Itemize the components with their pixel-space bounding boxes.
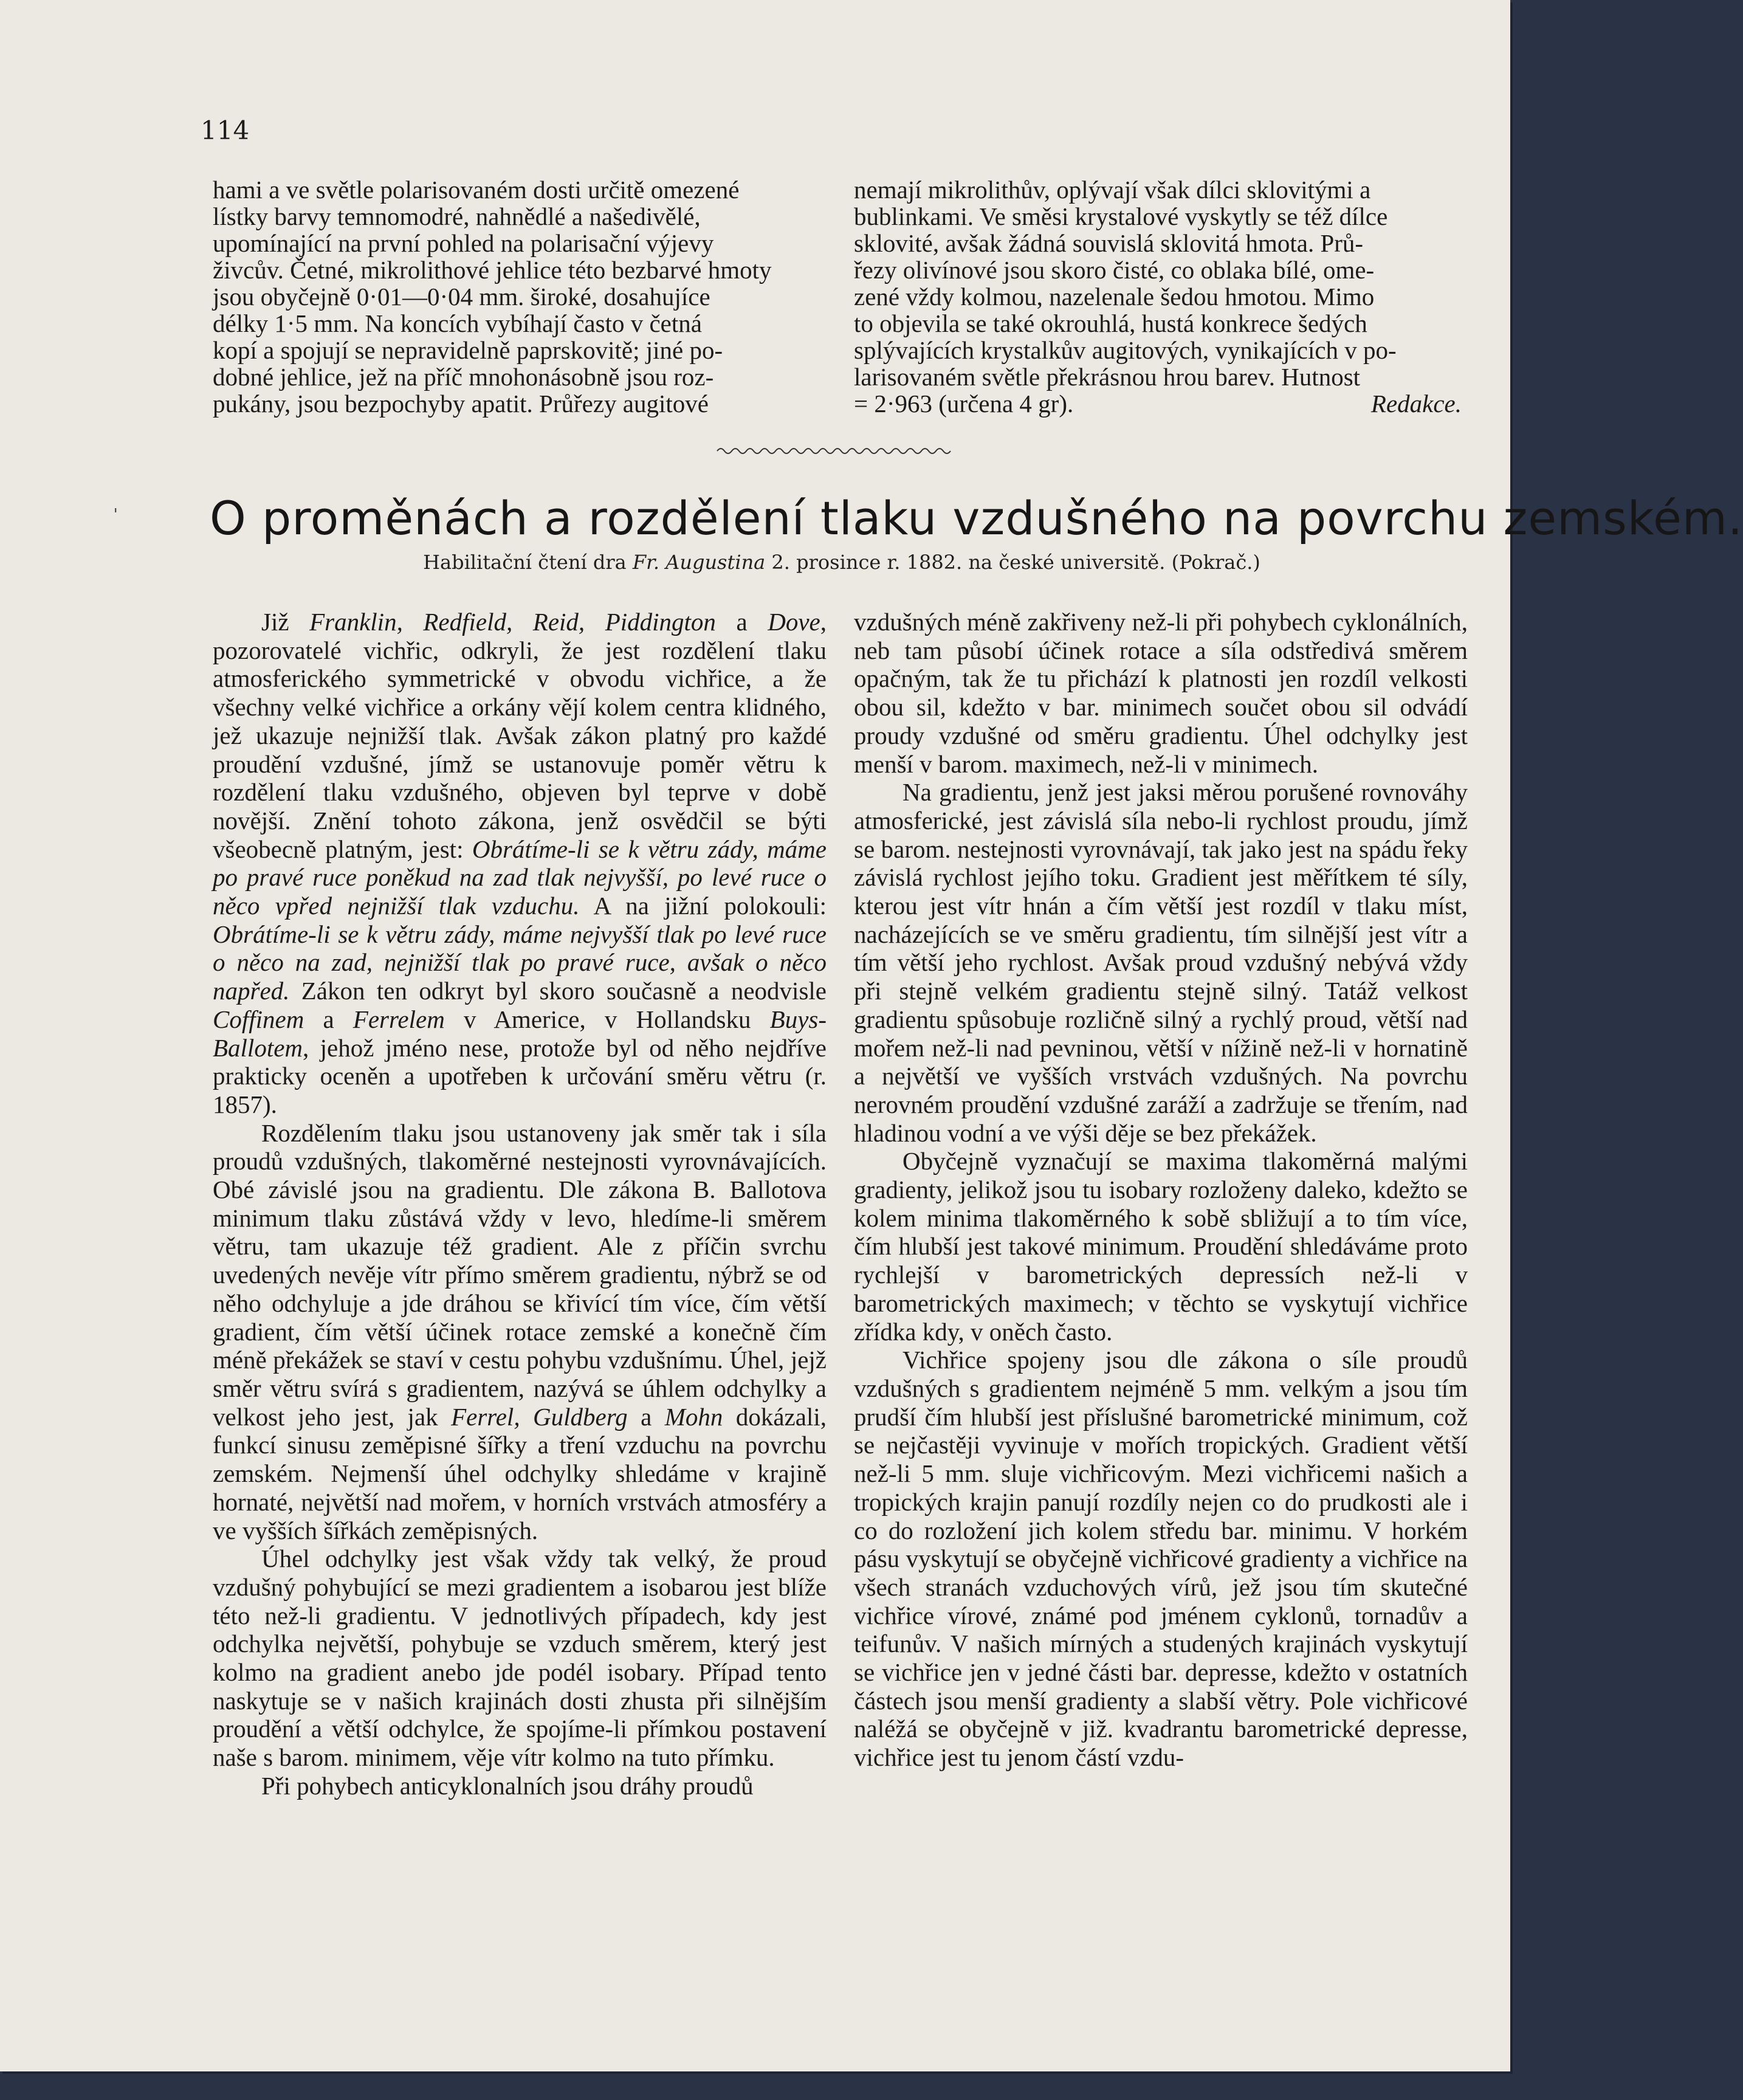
text-line: dobné jehlice, jež na příč mnohonásobně jsou roz-: [213, 363, 714, 391]
top-right-column: [854, 176, 1462, 417]
text-line: splývajících krystalkův augitových, vynikajících v po-: [854, 336, 1397, 364]
name-italic: Ferrelem: [352, 1005, 445, 1033]
text-line: upomínající na první pohled na polarisační výjevy: [213, 229, 714, 257]
margin-mark: ˈ: [113, 506, 119, 527]
text-line: délky 1·5 mm. Na koncích vybíhají často v četná: [213, 309, 702, 337]
law-south-italic: Obrátíme-li se k větru zády, máme nejvyšší tlak po levé ruce o něco na zad, nejnižší tlak po pravé ruce, avšak o něco napřed.: [213, 920, 827, 1005]
text-line: lístky barvy temnomodré, nahnědlé a našedivělé,: [213, 202, 701, 230]
text-line: jsou obyčejně 0·01—0·04 mm. široké, dosahujíce: [213, 283, 710, 311]
text-line: larisovaném světle překrásnou hrou barev. Hutnost: [854, 363, 1361, 391]
text-line: to objevila se také okrouhlá, hustá konkrece šedých: [854, 309, 1367, 337]
subtitle-suffix: 2. prosince r. 1882. na české universitě. (Pokrač.): [771, 551, 1260, 574]
text-line: živcův. Četné, mikrolithové jehlice této bezbarvé hmoty: [213, 256, 772, 284]
name-italic: Dove: [768, 608, 820, 636]
text-line: pukány, jsou bezpochyby apatit. Průřezy augitové: [213, 390, 709, 418]
law-north-italic: Obrátíme-li se k větru zády, máme po pravé ruce poněkud na zad tlak nejvyšší, po levé ruce o něco vpřed nejnižší tlak vzduchu.: [213, 835, 827, 920]
text-line: sklovité, avšak žádná souvislá sklovitá hmota. Prů-: [854, 229, 1364, 257]
text-run: Zákon ten odkryt byl skoro současně a neodvisle: [289, 977, 827, 1005]
paragraph: vzdušných méně zakřiveny než-li při pohybech cyklonálních, neb tam působí účinek rotace a síla odstředivá směrem opačným, tak že tu přichází k platnosti jen rozdíl velkosti obou sil, kdežto v bar. minimech součet obou sil odvádí proudy vzdušné od směru gradientu. Úhel odchylky jest menší v barom. maximech, než-li v minimech.: [854, 608, 1468, 778]
text-line: bublinkami. Ve směsi krystalové vyskytly se též dílce: [854, 202, 1388, 230]
text-line-with-signature: [854, 390, 1462, 417]
text-line: kopí a spojují se nepravidelně paprskovitě; jiné po-: [213, 336, 723, 364]
paragraph: Při pohybech anticyklonalních jsou dráhy proudů: [261, 1771, 754, 1800]
article-title: O proměnách a rozdělení tlaku vzdušného na povrchu zemském.: [210, 491, 1743, 545]
paragraph: Vichřice spojeny jsou dle zákona o síle proudů vzdušných s gradientem nejméně 5 mm. velkým a jsou tím prudší čím hlubší jest příslušné barometrické minimum, což se nejčastěji vyvinuje v mořích tropických. Gradient větší než-li 5 mm. sluje vichřicovým. Mezi vichřicemi našich a tropických krajin panují rozdíly nejen co do prudkosti ale i co do rozložení jich kolem středu bar. minimu. V horkém pásu vyskytují se obyčejně vichřicové gradienty a vichřice na všech stranách vzduchových vírů, jež jsou tím skutečné vichřice vírové, známé pod jménem cyklonů, tornadův a teifunův. V našich mírných a studených krajinách vyskytují se vichřice jen v jedné části bar. depresse, kdežto v ostatních částech jsou menší gradienty a slabší větry. Pole vichřicové naléžá se obyčejně v již. kvadrantu barometrické depresse, vichřice jest tu jenom částí vzdu-: [854, 1346, 1468, 1772]
text-run: A na jižní polokouli:: [579, 892, 827, 920]
text-run: Již: [261, 608, 310, 636]
text-line: hami a ve světle polarisovaném dosti určitě omezené: [213, 176, 740, 204]
name-italic: Coffinem: [213, 1005, 304, 1033]
wavy-separator: [717, 445, 954, 457]
text-run: dokázali, funkcí sinusu zeměpisné šířky a tření vzduchu na povrchu zemském. Nejmenší úhel odchylky shledáme v krajině hornaté, největší nad mořem, v horních vrstvách atmosféry a ve vyšších šířkách zeměpisných.: [213, 1402, 827, 1544]
paragraph: Úhel odchylky jest však vždy tak velký, že proud vzdušný pohybující se mezi gradientem a isobarou jest blíže této než-li gradientu. V jednotlivých případech, kdy jest odchylka největší, pohybuje se vzduch směrem, který jest kolmo na gradient anebo jde podél isobary. Případ tento naskytuje se v našich krajinách dosti zhusta při silnějším proudění a větší odchylce, že spojíme-li přímkou postavení naše s barom. minimem, věje vítr kolmo na tuto přímku.: [213, 1544, 827, 1772]
text-run: a: [627, 1402, 665, 1431]
names-italic: Ferrel, Guldberg: [451, 1402, 628, 1431]
body-left-column: [213, 608, 827, 1800]
text-line: nemají mikrolithův, oplývají však dílci sklovitými a: [854, 176, 1371, 204]
text-line-end: = 2·963 (určena 4 gr).: [854, 390, 1074, 418]
text-line: řezy olivínové jsou skoro čisté, co oblaka bílé, ome-: [854, 256, 1375, 284]
article-subtitle: [210, 550, 1474, 574]
editor-signature: Redakce.: [1370, 390, 1462, 418]
top-left-column: [213, 176, 820, 417]
text-run: , pozorovatelé vichřic, odkryli, že jest rozdělení tlaku atmosferického symmetrické v obvodu vichřice, a že všechny velké vichřice a orkány vějí kolem centra klidného, jež ukazuje nejnižší tlak. Avšak zákon platný pro každé proudění vzdušné, jímž se ustanovuje poměr větru k rozdělení tlaku vzdušného, objeven byl teprve v době novější. Znění tohoto zákona, jenž osvědčil se býti všeobecně platným, jest:: [213, 608, 827, 863]
text-run: v Americe, v Hollandsku: [444, 1005, 770, 1033]
paragraph: Obyčejně vyznačují se maxima tlakoměrná malými gradienty, jelikož jsou tu isobary rozloženy daleko, kdežto se kolem minima tlakoměrného k sobě sbližují a to tím více, čím hlubší jest takové minimum. Proudění shledáváme proto rychlejší v barometrických depressích než-li v barometrických maximech; v těchto se vyskytují vichřice zřídka kdy, v oněch často.: [854, 1147, 1468, 1346]
name-italic: Mohn: [664, 1402, 723, 1431]
text-run: a: [715, 608, 768, 636]
paragraph: [213, 1119, 827, 1545]
text-run: , jehož jméno nese, protože byl od něho nejdříve prakticky oceněn a upotřeben k určování směru větru (r. 1857).: [213, 1033, 827, 1118]
text-line: zené vždy kolmou, nazelenale šedou hmotou. Mimo: [854, 283, 1375, 311]
paragraph: [213, 608, 827, 1119]
subtitle-prefix: Habilitační čtení dra: [423, 551, 627, 574]
body-right-column: [854, 608, 1468, 1772]
page-number: 114: [201, 115, 250, 145]
subtitle-author: Fr. Augustina: [632, 551, 766, 574]
names-italic: Franklin, Redfield, Reid, Piddington: [309, 608, 716, 636]
paragraph: Na gradientu, jenž jest jaksi měrou porušené rovnováhy atmosferické, jest závislá síla nebo-li rychlost proudu, jímž se barom. nestejnosti vyrovnávají, tak jako jest na spádu řeky závislá rychlost jejího toku. Gradient jest měřítkem té síly, kterou jest vítr hnán a čím větší jest rozdíl v tlaku míst, nacházejících se ve směru gradientu, tím silnější jest vítr a tím větší jeho rychlost. Avšak proud vzdušný nebývá vždy při stejně velkém gradientu stejně silný. Tatáž velkost gradientu spůsobuje rozličně silný a rychlý proud, větší nad mořem než-li nad pevninou, větší v nížině než-li v hornatině a největší ve vyšších vrstvách vzdušných. Na povrchu nerovném proudění vzdušné zaráží a zadržuje se třením, nad hladinou vodní a ve výši děje se bez překážek.: [854, 778, 1468, 1147]
name-italic: Buys-Ballotem: [213, 1005, 827, 1062]
text-run: Rozdělením tlaku jsou ustanoveny jak směr tak i síla proudů vzdušných, tlakoměrné nestejnosti vyrovnávajících. Obé závislé jsou na gradientu. Dle zákona B. Ballotova minimum tlaku zůstává vždy v levo, hledíme-li směrem větru, tam ukazuje též gradient. Ale z příčin svrchu uvedených nevěje vítr přímo směrem gradientu, nýbrž se od něho odchyluje a jde dráhou se křivící tím více, čím větší gradient, čím větší účinek rotace zemské a konečně čím méně překážek se staví v cestu pohybu vzdušnímu. Úhel, jejž směr větru svírá s gradientem, nazývá se úhlem odchylky a velkost jeho jest, jak: [213, 1118, 827, 1431]
text-run: a: [304, 1005, 353, 1033]
